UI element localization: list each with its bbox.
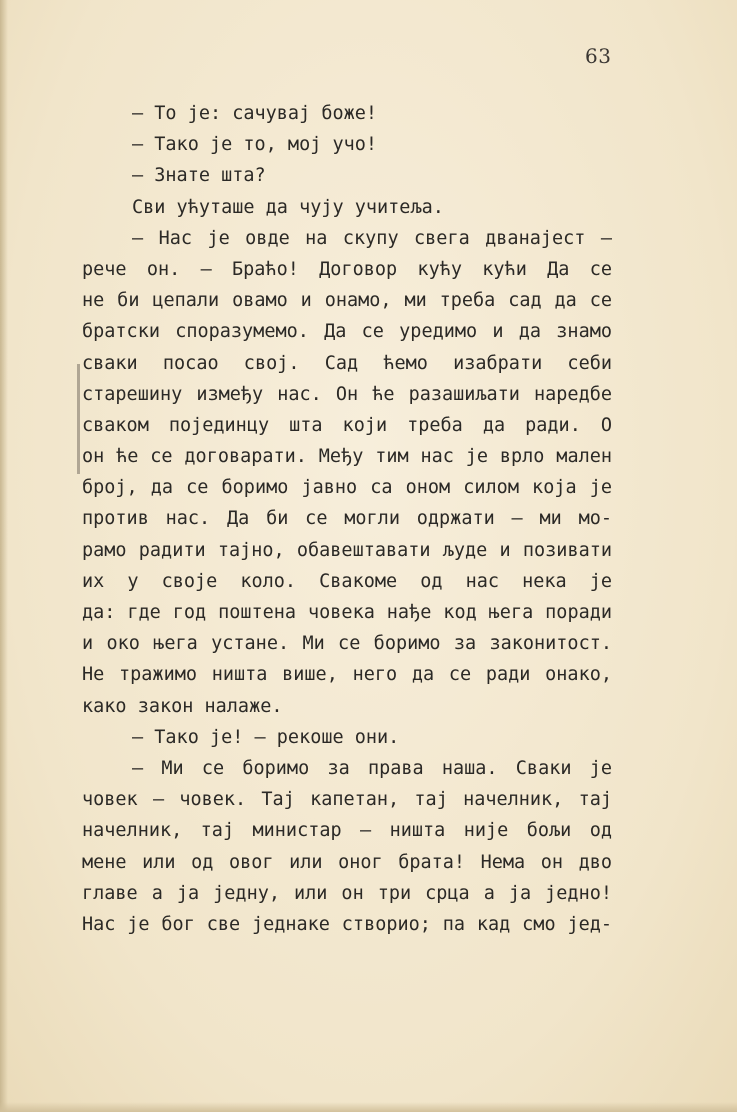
body-text: [82, 98, 612, 940]
margin-mark: [77, 364, 80, 474]
text-line: старешину између нас. Он ће разашиљати наредбе: [82, 383, 612, 405]
text-line: мене или од овог или оног брата! Нема он дво: [82, 851, 612, 873]
text-line: сваки посао свој. Сад ћемо изабрати себи: [82, 352, 612, 374]
page-number: 63: [585, 44, 612, 68]
text-line: начелник, тај министар — ништа није бољи од: [82, 820, 612, 842]
text-line: Сви ућуташе да чују учитеља.: [132, 196, 444, 218]
text-line: Нас је бог све једнаке створио; па кад смо јед-: [82, 913, 612, 935]
text-line: против нас. Да би се могли одржати — ми мо-: [82, 508, 612, 530]
text-line: и око њега устане. Ми се боримо за законитост.: [82, 633, 612, 655]
text-line: — Тако је то, мој учо!: [132, 134, 378, 156]
text-line: он ће се договарати. Међу тим нас је врло мален: [82, 446, 612, 468]
text-line: — Ми се боримо за права наша. Сваки је: [132, 757, 612, 779]
text-line: главе а ја једну, или он три срца а ја једно!: [82, 882, 612, 904]
text-line: човек — човек. Тај капетан, тај начелник, тај: [82, 789, 612, 811]
text-line: сваком појединцу шта који треба да ради. О: [82, 414, 612, 436]
text-line: како закон налаже.: [82, 695, 283, 717]
text-line: рамо радити тајно, обавештавати људе и позивати: [82, 539, 612, 561]
text-line: — Знате шта?: [132, 165, 266, 187]
text-line: — Нас је овде на скупу свега дванајест —: [132, 227, 612, 249]
text-line: — Тако је! — рекоше они.: [132, 726, 400, 748]
text-line: број, да се боримо јавно са оном силом која је: [82, 477, 612, 499]
text-line: Не тражимо ништа више, него да се ради онако,: [82, 664, 612, 686]
text-line: — То је: сачувај боже!: [132, 103, 378, 124]
text-line: братски споразумемо. Да се уредимо и да знамо: [82, 321, 612, 343]
text-line: не би цепали овамо и онамо, ми треба сад да се: [82, 290, 612, 312]
text-line: их у своје коло. Свакоме од нас нека је: [82, 570, 612, 592]
text-line: рече он. — Браћо! Договор кућу кући Да се: [82, 258, 612, 280]
page-edge-shadow: [0, 0, 8, 1112]
page-bottom-shadow: [0, 1102, 737, 1112]
text-line: да: где год поштена човека нађе код њега поради: [82, 602, 612, 623]
